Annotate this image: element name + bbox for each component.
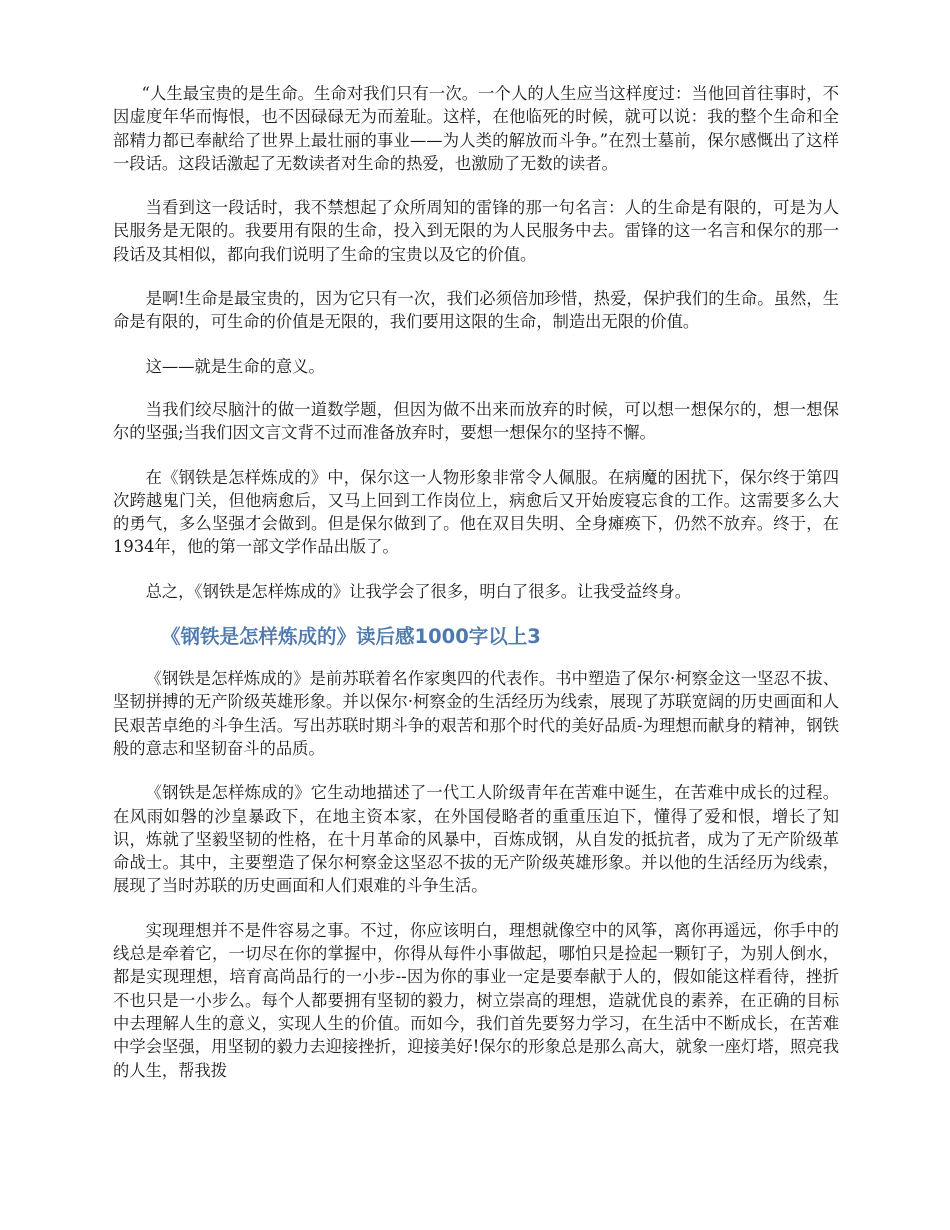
paragraph-math-problem: 当我们绞尽脑汁的做一道数学题，但因为做不出来而放弃的时候，可以想一想保尔的，想一想保尔的坚强;当我们因文言文背不过而准备放弃时，要想一想保尔的坚持不懈。	[113, 399, 839, 443]
paragraph-paul-character: 在《钢铁是怎样炼成的》中，保尔这一人物形象非常令人佩服。在病魔的困扰下，保尔终于第四次跨越鬼门关，但他病愈后，又马上回到工作岗位上，病愈后又开始废寝忘食的工作。这需要多么大的勇气，多么坚强才会做到。但是保尔做到了。他在双目失明、全身瘫痪下，仍然不放弃。终于，在1934年，他的第一部文学作品出版了。	[113, 467, 839, 557]
section-heading: 《钢铁是怎样炼成的》读后感1000字以上3	[161, 625, 541, 649]
document-body	[113, 82, 839, 1103]
paragraph-ideals: 实现理想并不是件容易之事。不过，你应该明白，理想就像空中的风筝，离你再遥远，你手中的线总是牵着它，一切尽在你的掌握中，你得从每件小事做起，哪怕只是捡起一颗钉子，为别人倒水，都是实现理想，培育高尚品行的一小步--因为你的事业一定是要奉献于人的，假如能这样看待，挫折不也只是一小步么。每个人都要拥有坚韧的毅力，树立崇高的理想，造就优良的素养，在正确的目标中去理解人生的意义，实现人生的价值。而如今，我们首先要努力学习，在生活中不断成长，在苦难中学会坚强，用坚韧的毅力去迎接挫折，迎接美好!保尔的形象总是那么高大，就象一座灯塔，照亮我的人生，帮我拨	[113, 920, 839, 1080]
paragraph-conclusion: 总之，《钢铁是怎样炼成的》让我学会了很多，明白了很多。让我受益终身。	[145, 581, 692, 601]
paragraph-life-precious: 是啊!生命是最宝贵的，因为它只有一次，我们必须倍加珍惜，热爱，保护我们的生命。虽然，生命是有限的，可生命的价值是无限的，我们要用这限的生命，制造出无限的价值。	[113, 289, 839, 332]
paragraph-book-description: 《钢铁是怎样炼成的》它生动地描述了一代工人阶级青年在苦难中诞生，在苦难中成长的过程。在风雨如磐的沙皇暴政下，在地主资本家，在外国侵略者的重重压迫下，懂得了爱和恨，增长了知识，炼就了坚毅坚韧的性格，在十月革命的风暴中，百炼成钢，从自发的抵抗者，成为了无产阶级革命战士。其中，主要塑造了保尔柯察金这坚忍不拔的无产阶级英雄形象。并以他的生活经历为线索，展现了当时苏联的历史画面和人们艰难的斗争生活。	[113, 783, 839, 896]
paragraph-meaning-of-life: 这——就是生命的意义。	[145, 356, 325, 376]
paragraph-book-intro: 《钢铁是怎样炼成的》是前苏联着名作家奥四的代表作。书中塑造了保尔·柯察金这一坚忍不拔、坚韧拼搏的无产阶级英雄形象。并以保尔·柯察金的生活经历为线索，展现了苏联宽阔的历史画面和人民艰苦卓绝的斗争生活。写出苏联时期斗争的艰苦和那个时代的美好品质-为理想而献身的精神，钢铁般的意志和坚韧奋斗的品质。	[113, 669, 839, 758]
paragraph-leifeng: 当看到这一段话时，我不禁想起了众所周知的雷锋的那一句名言：人的生命是有限的，可是为人民服务是无限的。我要用有限的生命，投入到无限的为人民服务中去。雷锋的这一名言和保尔的那一段话及其相似，都向我们说明了生命的宝贵以及它的价值。	[113, 198, 839, 264]
paragraph-quote: “人生最宝贵的是生命。生命对我们只有一次。一个人的人生应当这样度过：当他回首往事时，不因虚度年华而悔恨，也不因碌碌无为而羞耻。这样，在他临死的时候，就可以说：我的整个生命和全部精力都已奉献给了世界上最壮丽的事业——为人类的解放而斗争。”在烈士墓前，保尔感慨出了这样一段话。这段话激起了无数读者对生命的热爱，也激励了无数的读者。	[113, 84, 839, 173]
